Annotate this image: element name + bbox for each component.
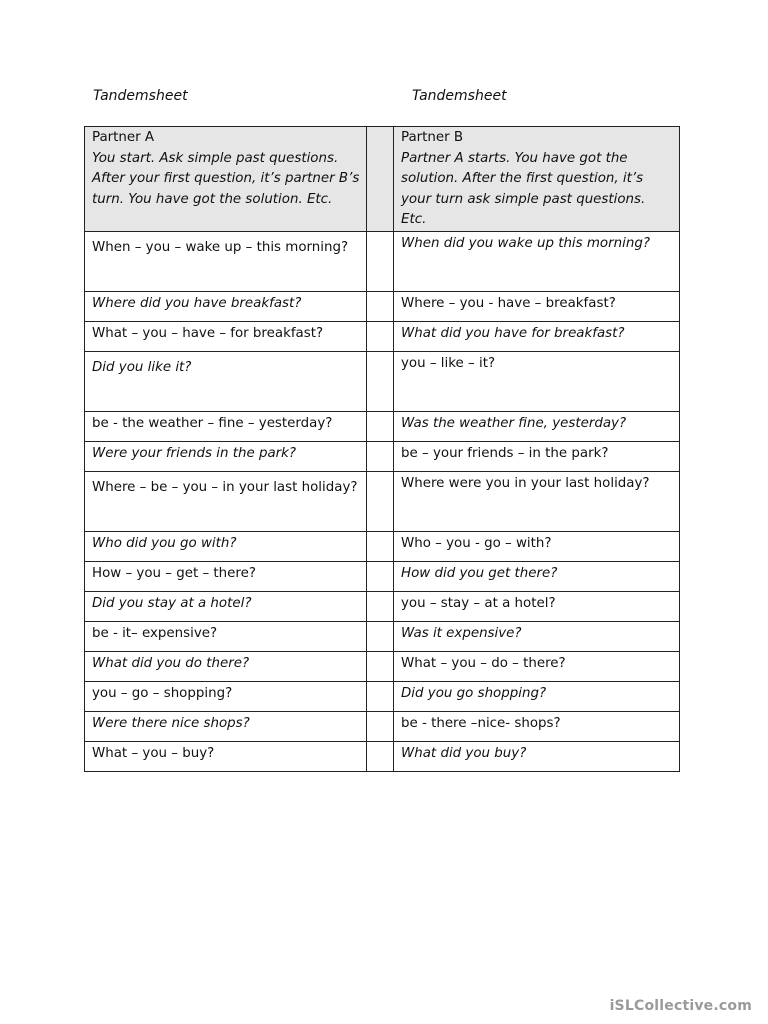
partner-b-cell: be – your friends – in the park? bbox=[394, 441, 680, 471]
title-left: Tandemsheet bbox=[93, 88, 188, 104]
table-row bbox=[85, 651, 680, 681]
partner-a-cell: you – go – shopping? bbox=[85, 681, 367, 711]
table-row bbox=[85, 621, 680, 651]
partner-a-cell: What – you – buy? bbox=[85, 741, 367, 771]
gap-cell bbox=[367, 351, 394, 411]
partner-b-cell: Was it expensive? bbox=[394, 621, 680, 651]
table-row bbox=[85, 321, 680, 351]
partner-a-cell: Were your friends in the park? bbox=[85, 441, 367, 471]
partner-a-cell: Did you stay at a hotel? bbox=[85, 591, 367, 621]
partner-a-cell: When – you – wake up – this morning? bbox=[85, 231, 367, 291]
gap-cell bbox=[367, 621, 394, 651]
gap-cell bbox=[367, 231, 394, 291]
partner-a-cell: Did you like it? bbox=[85, 351, 367, 411]
partner-a-cell: Where – be – you – in your last holiday? bbox=[85, 471, 367, 531]
table-row bbox=[85, 591, 680, 621]
partner-b-cell: you – like – it? bbox=[394, 351, 680, 411]
partner-b-cell: Who – you - go – with? bbox=[394, 531, 680, 561]
gap-cell bbox=[367, 561, 394, 591]
partner-a-cell: How – you – get – there? bbox=[85, 561, 367, 591]
gap-cell bbox=[367, 531, 394, 561]
table-row bbox=[85, 741, 680, 771]
partner-b-cell: What – you – do – there? bbox=[394, 651, 680, 681]
table-row bbox=[85, 561, 680, 591]
partner-b-cell: Did you go shopping? bbox=[394, 681, 680, 711]
gap-cell bbox=[367, 591, 394, 621]
partner-a-cell: be - the weather – fine – yesterday? bbox=[85, 411, 367, 441]
partner-a-instructions: You start. Ask simple past questions. After your first question, it’s partner B’s turn. You have got the solution. Etc. bbox=[92, 150, 360, 207]
partner-a-cell: Where did you have breakfast? bbox=[85, 291, 367, 321]
partner-b-cell: Was the weather fine, yesterday? bbox=[394, 411, 680, 441]
gap-cell bbox=[367, 471, 394, 531]
partner-b-label: Partner B bbox=[401, 130, 464, 145]
partner-b-cell: you – stay – at a hotel? bbox=[394, 591, 680, 621]
gap-cell bbox=[367, 651, 394, 681]
table-row bbox=[85, 471, 680, 531]
partner-b-header bbox=[394, 127, 680, 232]
table-row bbox=[85, 291, 680, 321]
tandem-table bbox=[84, 126, 680, 772]
partner-b-cell: What did you have for breakfast? bbox=[394, 321, 680, 351]
partner-b-cell: When did you wake up this morning? bbox=[394, 231, 680, 291]
partner-b-cell: Where – you - have – breakfast? bbox=[394, 291, 680, 321]
partner-b-cell: What did you buy? bbox=[394, 741, 680, 771]
table-row bbox=[85, 711, 680, 741]
gap-cell bbox=[367, 411, 394, 441]
partner-a-label: Partner A bbox=[92, 130, 155, 145]
table-row bbox=[85, 531, 680, 561]
partner-b-cell: Where were you in your last holiday? bbox=[394, 471, 680, 531]
header-gap-cell bbox=[367, 127, 394, 232]
gap-cell bbox=[367, 681, 394, 711]
title-right: Tandemsheet bbox=[412, 88, 507, 104]
partner-a-cell: Who did you go with? bbox=[85, 531, 367, 561]
header-row bbox=[85, 127, 680, 232]
gap-cell bbox=[367, 321, 394, 351]
table-row bbox=[85, 231, 680, 291]
partner-b-cell: be - there –nice- shops? bbox=[394, 711, 680, 741]
table-row bbox=[85, 411, 680, 441]
table-row bbox=[85, 681, 680, 711]
partner-a-cell: be - it– expensive? bbox=[85, 621, 367, 651]
table-row bbox=[85, 441, 680, 471]
table-row bbox=[85, 351, 680, 411]
partner-a-header bbox=[85, 127, 367, 232]
gap-cell bbox=[367, 291, 394, 321]
partner-a-cell: What – you – have – for breakfast? bbox=[85, 321, 367, 351]
partner-a-cell: Were there nice shops? bbox=[85, 711, 367, 741]
gap-cell bbox=[367, 711, 394, 741]
partner-a-cell: What did you do there? bbox=[85, 651, 367, 681]
partner-b-instructions: Partner A starts. You have got the solution. After the first question, it’s your turn ask simple past questions. Etc. bbox=[401, 150, 646, 227]
gap-cell bbox=[367, 741, 394, 771]
watermark-footer: iSLCollective.com bbox=[609, 998, 752, 1014]
partner-b-cell: How did you get there? bbox=[394, 561, 680, 591]
gap-cell bbox=[367, 441, 394, 471]
